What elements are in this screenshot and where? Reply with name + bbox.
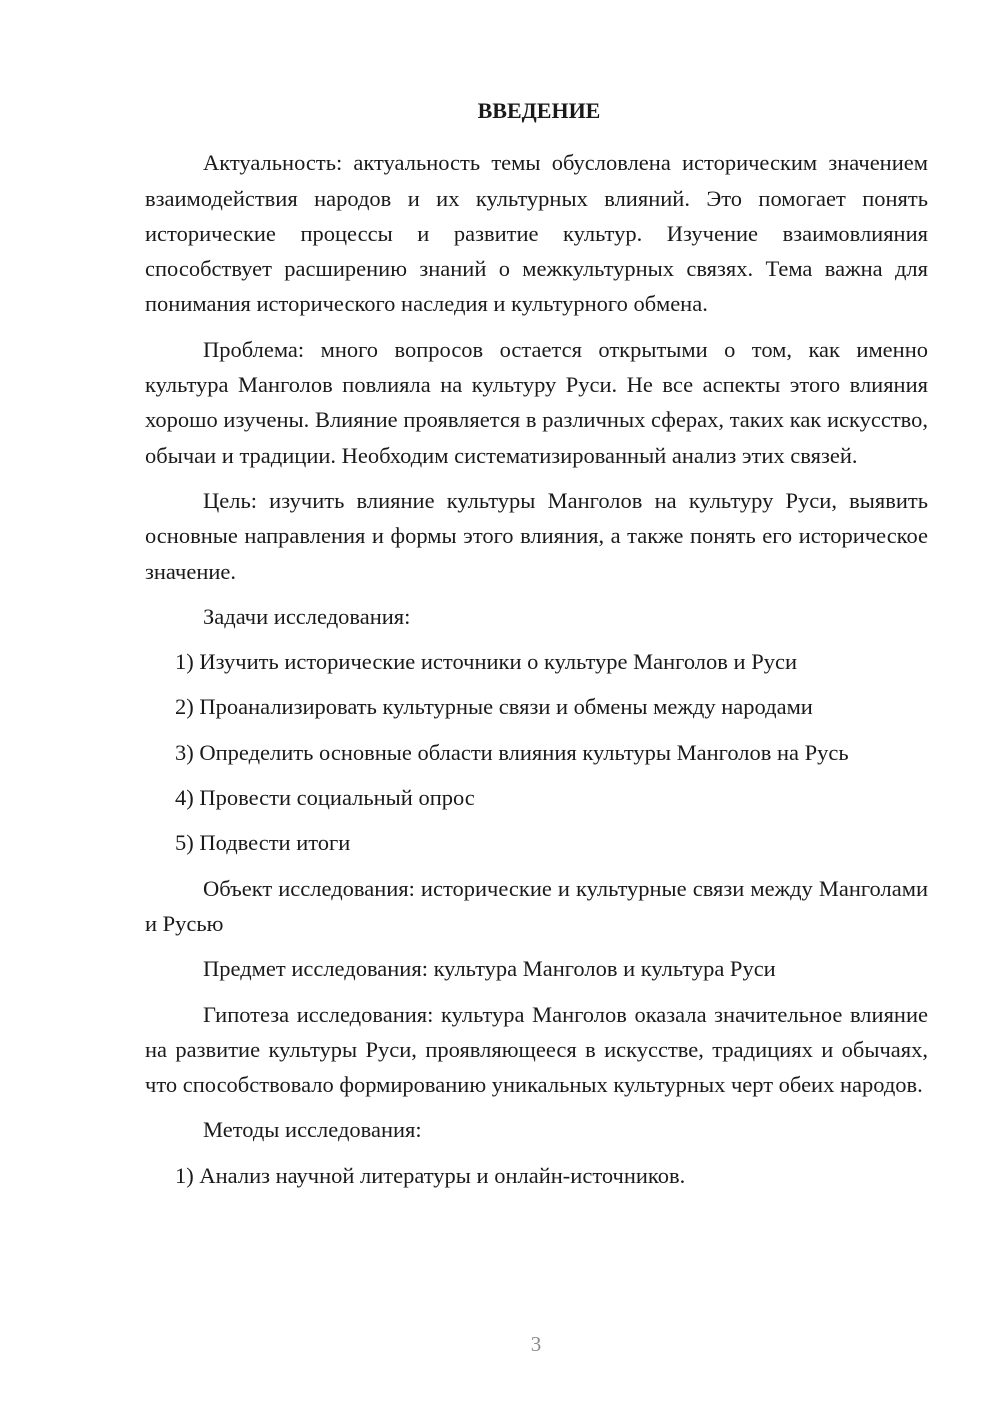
methods-heading: Методы исследования: bbox=[203, 1117, 422, 1143]
object-paragraph: Объект исследования: исторические и культурные связи между Манголами и Русью bbox=[145, 875, 928, 936]
page-number: 3 bbox=[530, 1332, 542, 1356]
goal-paragraph: Цель: изучить влияние культуры Манголов на культуру Руси, выявить основные направления и формы этого влияния, а также понять его историческое значение. bbox=[145, 487, 928, 584]
list-item: 1) Изучить исторические источники о культуре Манголов и Руси bbox=[175, 649, 797, 675]
document-page bbox=[145, 93, 928, 1203]
list-item: 5) Подвести итоги bbox=[175, 830, 351, 856]
methods-list bbox=[145, 1158, 928, 1193]
hypothesis-paragraph: Гипотеза исследования: культура Манголов оказала значительное влияние на развитие культуры Руси, проявляющееся в искусстве, традициях и обычаях, что способствовало формированию уникальных культурных черт обеих народов. bbox=[145, 1001, 928, 1098]
problem-paragraph: Проблема: много вопросов остается открытыми о том, как именно культура Манголов повлияла на культуру Руси. Не все аспекты этого влияния хорошо изучены. Влияние проявляется в различных сферах, таких как искусство, обычаи и традиции. Необходим систематизированный анализ этих связей. bbox=[145, 336, 928, 468]
relevance-paragraph: Актуальность: актуальность темы обусловлена историческим значением взаимодействия народов и их культурных влияний. Это помогает понять исторические процессы и развитие культур. Изучение взаимовлияния способствует расширению знаний о межкультурных связях. Тема важна для понимания исторического наследия и культурного обмена. bbox=[145, 150, 928, 317]
tasks-list bbox=[145, 644, 928, 860]
list-item: 2) Проанализировать культурные связи и обмены между народами bbox=[175, 694, 813, 720]
tasks-heading: Задачи исследования: bbox=[203, 603, 411, 629]
subject-paragraph: Предмет исследования: культура Манголов и культура Руси bbox=[203, 956, 776, 982]
list-item: 1) Анализ научной литературы и онлайн-источников. bbox=[175, 1162, 686, 1188]
list-item: 4) Провести социальный опрос bbox=[175, 785, 475, 811]
page-title: ВВЕДЕНИЕ bbox=[477, 98, 601, 123]
list-item: 3) Определить основные области влияния культуры Манголов на Русь bbox=[175, 739, 849, 765]
